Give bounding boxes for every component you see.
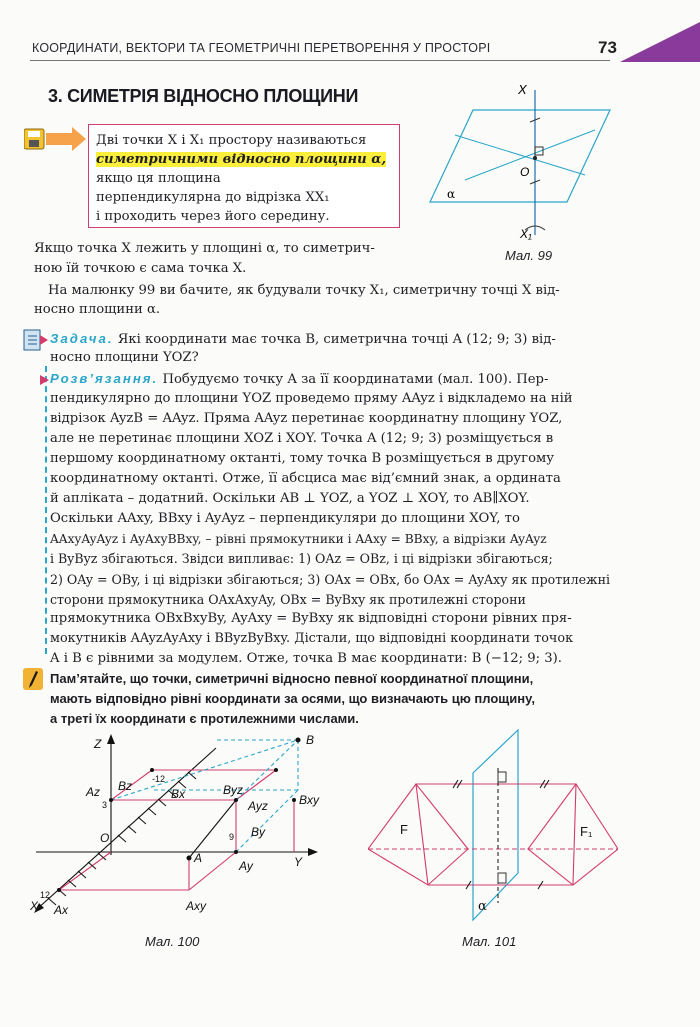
fig101-label-f1: F₁ [580,824,593,839]
solution-line: і ByByz збігаються. Звідси випливає: 1) OAz = OBz, і ці відрізки збігаються; [50,551,553,566]
paragraph-1-line-1: Якщо точка X лежить у площині α, то симетрич- [34,241,375,256]
task-line-1: Задача. Які координати має точка B, симетрична точці A (12; 9; 3) від- [50,331,556,347]
solution-line: але не перетинає площини XOZ і XOY. Точка A (12; 9; 3) розміщується в [50,431,554,446]
fig100-label-x: X [30,899,39,913]
definition-line-1: Дві точки X і X₁ простору називаються [96,133,367,148]
solution-line: AAxyAyAyz і AyAxyBBxy, – рівні прямокутники і AAxy = BBxy, а відрізки AyAyz [50,532,547,546]
solution-line: координатному октанті. Отже, її абсциса має від’ємний знак, а ордината [50,471,561,486]
fig100-tick-3: 3 [102,800,108,810]
task-line-2: носно площини YOZ? [50,350,199,365]
fig100-caption: Мал. 100 [145,934,200,949]
fig99-label-alpha: α [447,187,456,201]
fig99-label-x: X [518,82,527,97]
running-title: КООРДИНАТИ, ВЕКТОРИ ТА ГЕОМЕТРИЧНІ ПЕРЕТВОРЕННЯ У ПРОСТОРІ [32,41,491,55]
section-title: 3. СИМЕТРІЯ ВІДНОСНО ПЛОЩИНИ [48,86,359,106]
remember-line-2: мають відповідно рівні координати за осями, що визначають цю площину, [50,691,535,706]
remember-line-3: а треті їх координати є протилежними числами. [50,711,359,726]
pointer-arrow-icon [38,374,50,386]
solution-line: прямокутника OBxBxyBy, AyAxy = ByBxy як відповідні сторони рівних пря- [50,611,572,626]
solution-line: A і B є рівними за модулем. Отже, точка B має координати: B (−12; 9; 3). [50,651,562,666]
solution-line: 2) OAy = OBy, і ці відрізки збігаються; 3) OAx = OBx, бо OAx = AyAxy як протилежні сторони прямокутника OAxAxyAy, OBx = ByBxy як протилежні сторони [50,572,611,607]
fig99-label-o: O [520,165,530,179]
solution-line: й апліката – додатний. Оскільки AB ⊥ YOZ, а YOZ ⊥ XOY, то AB∥XOY. [50,491,530,506]
fig100-tick-9: 9 [229,832,235,842]
notebook-icon [20,328,50,352]
figure-100 [26,730,366,930]
fig100-label-ay: Ay [239,859,253,873]
header-rule [30,60,610,61]
fig100-label-az: Az [86,785,101,799]
figure-101 [368,728,618,928]
fig101-label-alpha: α [478,899,487,914]
fig100-label-ayz: Ayz [248,799,268,813]
page-number: 73 [598,38,617,57]
definition-line-4: перпендикулярна до відрізка XX₁ [96,190,330,205]
fig101-label-f: F [400,822,408,837]
figure-99 [425,80,615,245]
fig101-caption: Мал. 101 [462,934,517,949]
solution-line: відрізок AyzB = AAyz. Пряма AAyz перетинає координатну площину YOZ, [50,411,563,426]
fig100-label-bx: Bx [171,787,186,801]
pen-icon [22,667,44,691]
paragraph-2-line-2: носно площини α. [34,302,161,317]
fig100-label-b: B [306,733,315,747]
fig100-label-byz: Byz [223,783,244,797]
definition-line-5: і проходить через його середину. [96,209,330,224]
fig100-label-a: A [194,851,203,865]
fig100-label-ax: Ax [54,903,69,917]
corner-ribbon [560,22,700,64]
fig99-caption: Мал. 99 [505,248,553,263]
fig100-label-bz: Bz [118,779,133,793]
fig100-label-z: Z [94,737,102,751]
floppy-disk-icon [24,127,88,153]
solution-line: першому координатному октанті, тому точка B розміщується в другому [50,451,555,466]
solution-line: Оскільки AAxy, BBxy і AyAyz – перпендикуляри до площини XOY, то [50,511,520,526]
solution-line: мокутників AAyzAyAxy і BByzByBxy. Дістали, що відповідні координати точок [50,631,574,646]
fig100-tick-minus12: -12 [152,774,166,784]
solution-line: пендикулярно до площини YOZ проведемо пряму AAyz і відкладемо на ній [50,391,573,406]
fig100-label-by: By [251,825,266,839]
fig100-label-o: O [100,831,110,845]
fig100-label-axy: Axy [186,899,207,913]
fig99-label-x1: X₁ [520,227,532,241]
fig100-label-bxy: Bxy [299,793,320,807]
solution-label: Розв’язання. [50,371,159,386]
remember-line-1: Пам’ятайте, що точки, симетричні відносно певної координатної площини, [50,671,534,686]
fig100-tick-12: 12 [40,890,51,900]
definition-highlight: симетричними відносно площини α, [96,152,387,167]
task-label: Задача. [50,331,114,346]
paragraph-1-line-2: ною їй точкою є сама точка X. [34,261,247,276]
definition-line-3: якщо ця площина [96,171,221,186]
fig100-label-y: Y [294,855,303,869]
solution-line-1: Розв’язання. Побудуємо точку A за її координатами (мал. 100). Пер- [50,371,549,387]
solution-margin-line [45,366,47,654]
paragraph-2-line-1: На малюнку 99 ви бачите, як будували точку X₁, симетричну точці X від- [48,283,560,298]
